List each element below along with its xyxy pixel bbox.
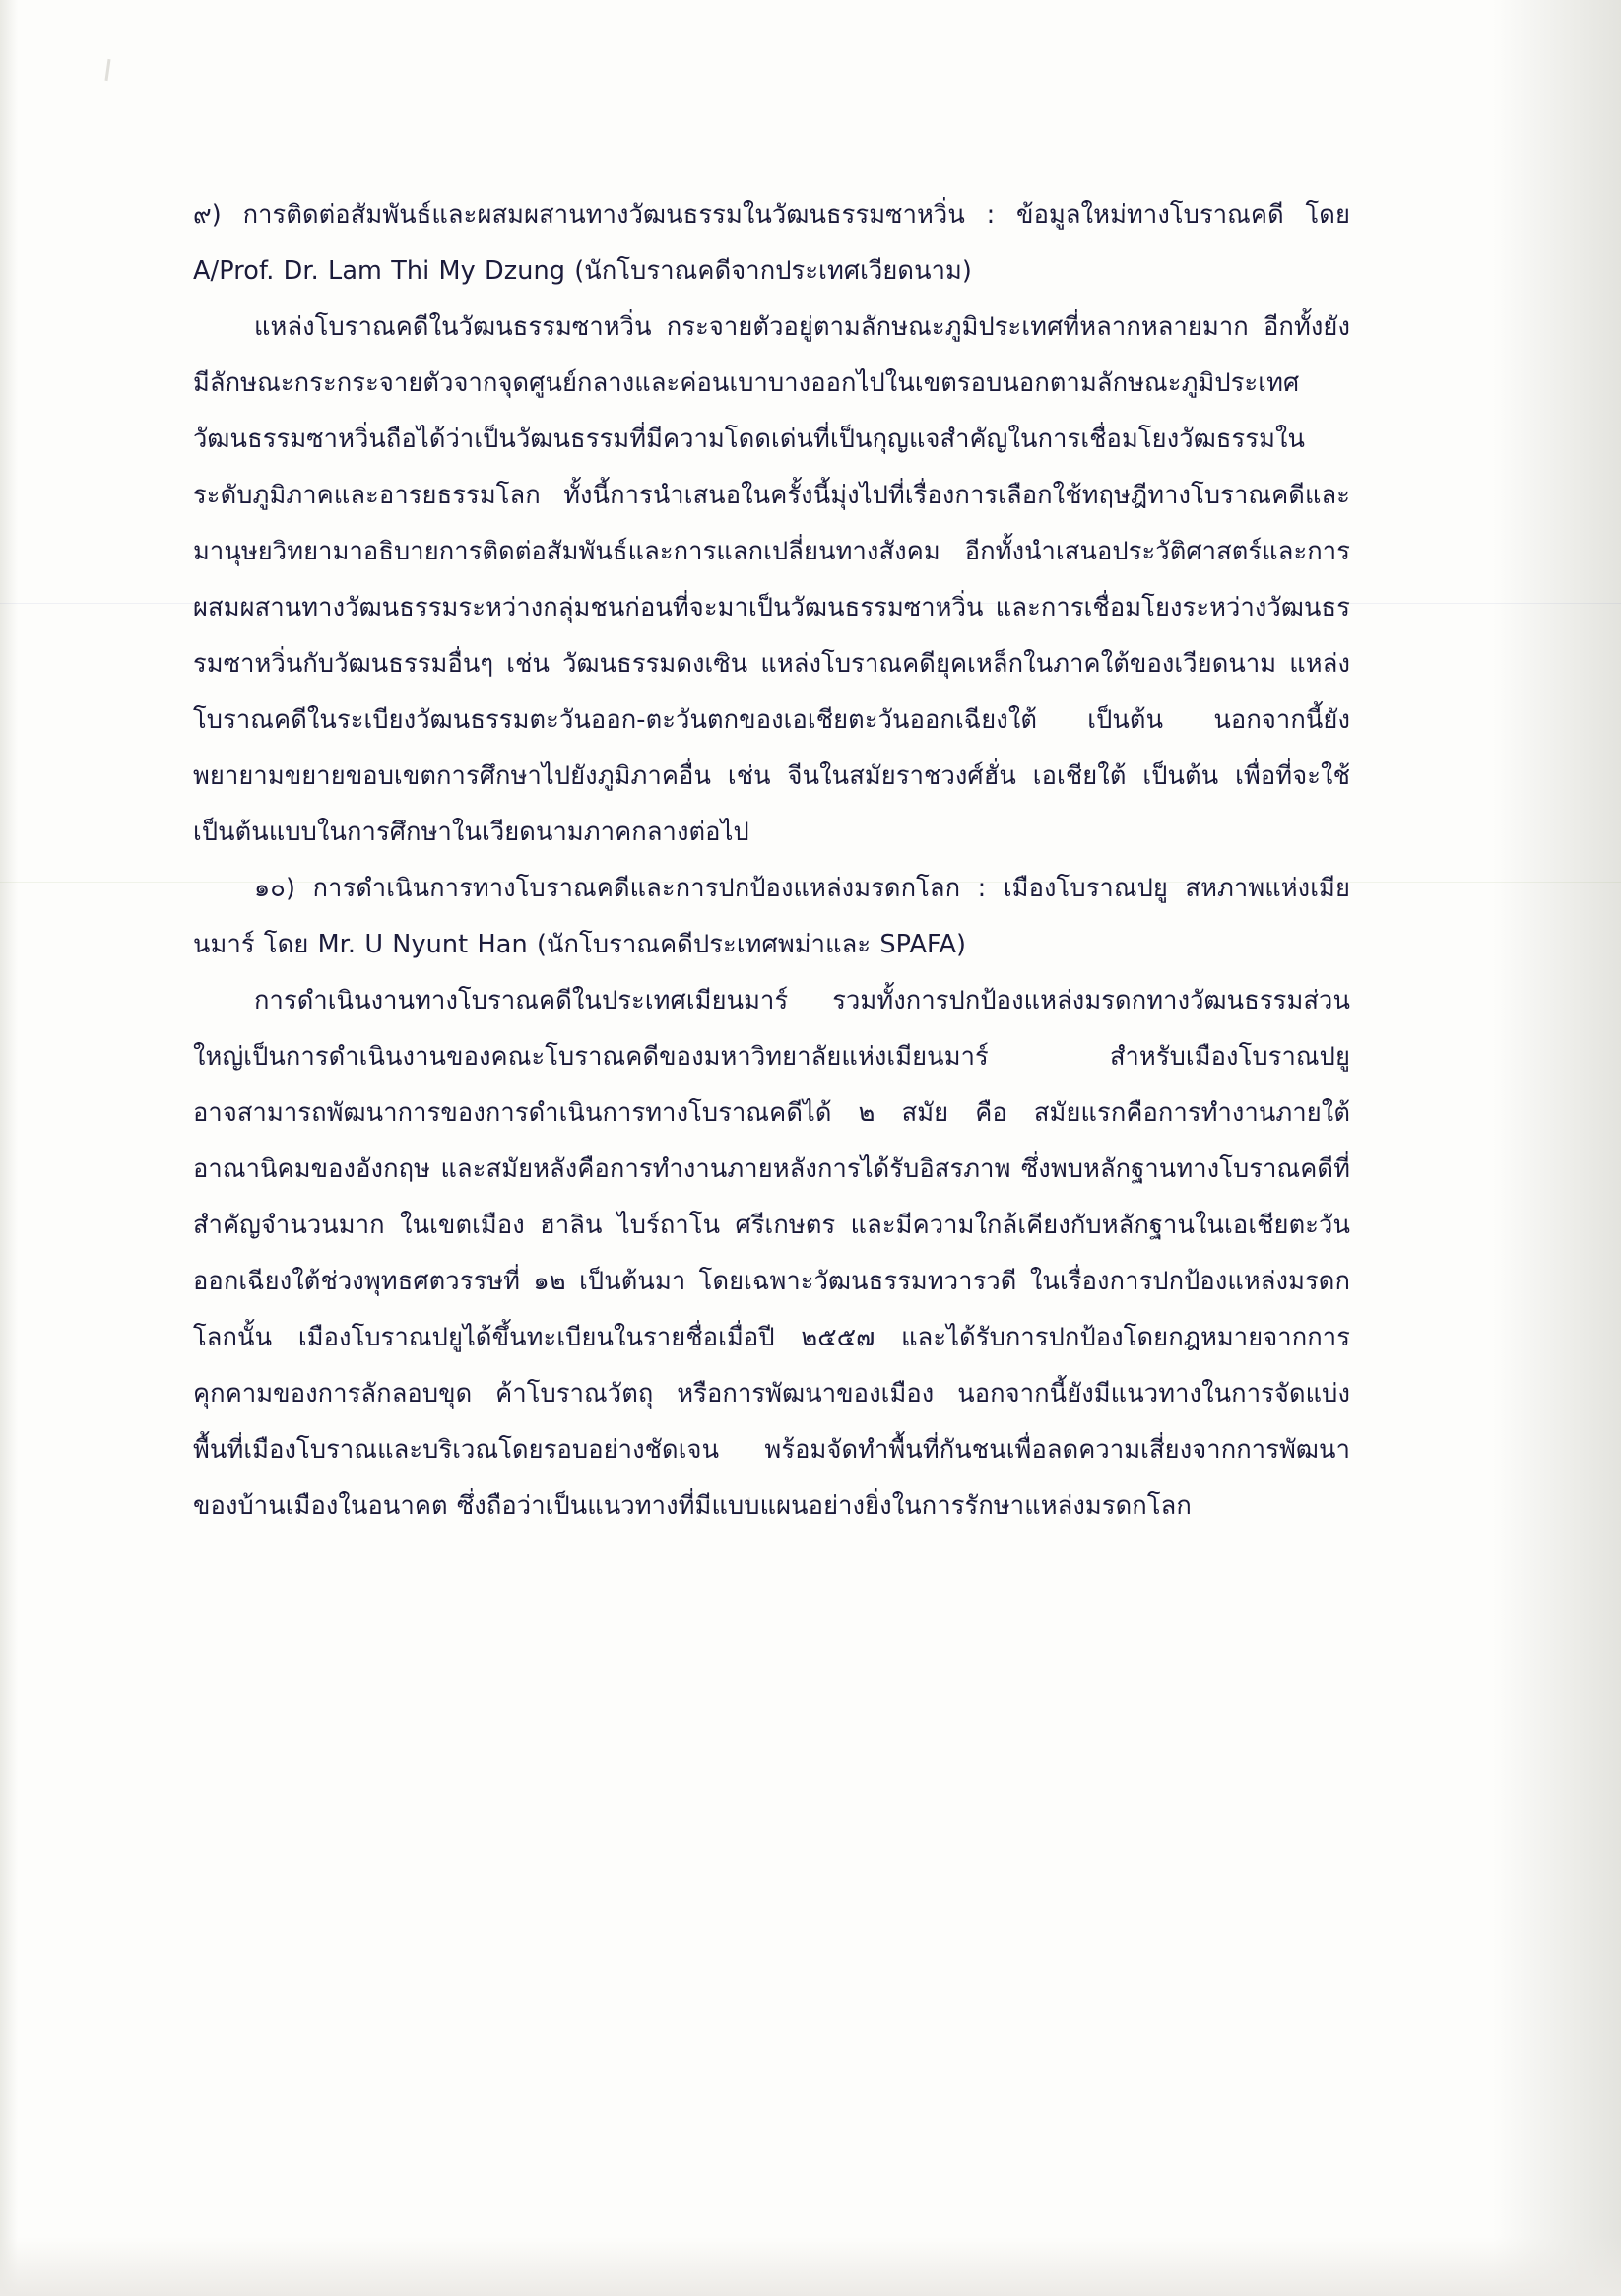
document-body [193, 187, 1350, 1535]
paragraph-item-9-heading: ๙) การติดต่อสัมพันธ์และผสมผสานทางวัฒนธรรมในวัฒนธรรมซาหวิ่น : ข้อมูลใหม่ทางโบราณคดี โดย A/Prof. Dr. Lam Thi My Dzung (นักโบราณคดีจากประเทศเวียดนาม) [193, 200, 1350, 286]
paragraph-item-10-body: การดำเนินงานทางโบราณคดีในประเทศเมียนมาร์ รวมทั้งการปกป้องแหล่งมรดกทางวัฒนธรรมส่วนใหญ่เป็นการดำเนินงานของคณะโบราณคดีของมหาวิทยาลัยแห่งเมียนมาร์ สำหรับเมืองโบราณปยูอาจสามารถพัฒนาการของการดำเนินการทางโบราณคดีได้ ๒ สมัย คือ สมัยแรกคือการทำงานภายใต้อาณานิคมของอังกฤษ และสมัยหลังคือการทำงานภายหลังการได้รับอิสรภาพ ซึ่งพบหลักฐานทางโบราณคดีที่สำคัญจำนวนมาก ในเขตเมือง ฮาลิน ไบร์ถาโน ศรีเกษตร และมีความใกล้เคียงกับหลักฐานในเอเชียตะวันออกเฉียงใต้ช่วงพุทธศตวรรษที่ ๑๒ เป็นต้นมา โดยเฉพาะวัฒนธรรมทวารวดี ในเรื่องการปกป้องแหล่งมรดกโลกนั้น เมืองโบราณปยูได้ขึ้นทะเบียนในรายชื่อเมื่อปี ๒๕๕๗ และได้รับการปกป้องโดยกฎหมายจากการคุกคามของการลักลอบขุด ค้าโบราณวัตถุ หรือการพัฒนาของเมือง นอกจากนี้ยังมีแนวทางในการจัดแบ่งพื้นที่เมืองโบราณและบริเวณโดยรอบอย่างชัดเจน พร้อมจัดทำพื้นที่กันชนเพื่อลดความเสี่ยงจากการพัฒนาของบ้านเมืองในอนาคต ซึ่งถือว่าเป็นแนวทางที่มีแบบแผนอย่างยิ่งในการรักษาแหล่งมรดกโลก [193, 986, 1350, 1521]
paragraph-item-9-body: แหล่งโบราณคดีในวัฒนธรรมซาหวิ่น กระจายตัวอยู่ตามลักษณะภูมิประเทศที่หลากหลายมาก อีกทั้งยังมีลักษณะกระกระจายตัวจากจุดศูนย์กลางและค่อนเบาบางออกไปในเขตรอบนอกตามลักษณะภูมิประเทศ วัฒนธรรมซาหวิ่นถือได้ว่าเป็นวัฒนธรรมที่มีความโดดเด่นที่เป็นกุญแจสำคัญในการเชื่อมโยงวัฒธรรมในระดับภูมิภาคและอารยธรรมโลก ทั้งนี้การนำเสนอในครั้งนี้มุ่งไปที่เรื่องการเลือกใช้ทฤษฎีทางโบราณคดีและมานุษยวิทยามาอธิบายการติดต่อสัมพันธ์และการแลกเปลี่ยนทางสังคม อีกทั้งนำเสนอประวัติศาสตร์และการผสมผสานทางวัฒนธรรมระหว่างกลุ่มชนก่อนที่จะมาเป็นวัฒนธรรมซาหวิ่น และการเชื่อมโยงระหว่างวัฒนธรรมซาหวิ่นกับวัฒนธรรมอื่นๆ เช่น วัฒนธรรมดงเซิน แหล่งโบราณคดียุคเหล็กในภาคใต้ของเวียดนาม แหล่งโบราณคดีในระเบียงวัฒนธรรมตะวันออก-ตะวันตกของเอเชียตะวันออกเฉียงใต้ เป็นต้น นอกจากนี้ยังพยายามขยายขอบเขตการศึกษาไปยังภูมิภาคอื่น เช่น จีนในสมัยราชวงศ์ฮั่น เอเชียใต้ เป็นต้น เพื่อที่จะใช้เป็นต้นแบบในการศึกษาในเวียดนามภาคกลางต่อไป [193, 312, 1350, 847]
scan-speck [104, 59, 110, 81]
page-edge-shadow-right [1493, 0, 1621, 2296]
page-edge-shadow-bottom [0, 2237, 1621, 2296]
paragraph-item-10-heading: ๑๐) การดำเนินการทางโบราณคดีและการปกป้องแหล่งมรดกโลก : เมืองโบราณปยู สหภาพแห่งเมียนมาร์ โดย Mr. U Nyunt Han (นักโบราณคดีประเทศพม่าและ SPAFA) [193, 874, 1350, 959]
page-edge-shadow-left [0, 0, 18, 2296]
